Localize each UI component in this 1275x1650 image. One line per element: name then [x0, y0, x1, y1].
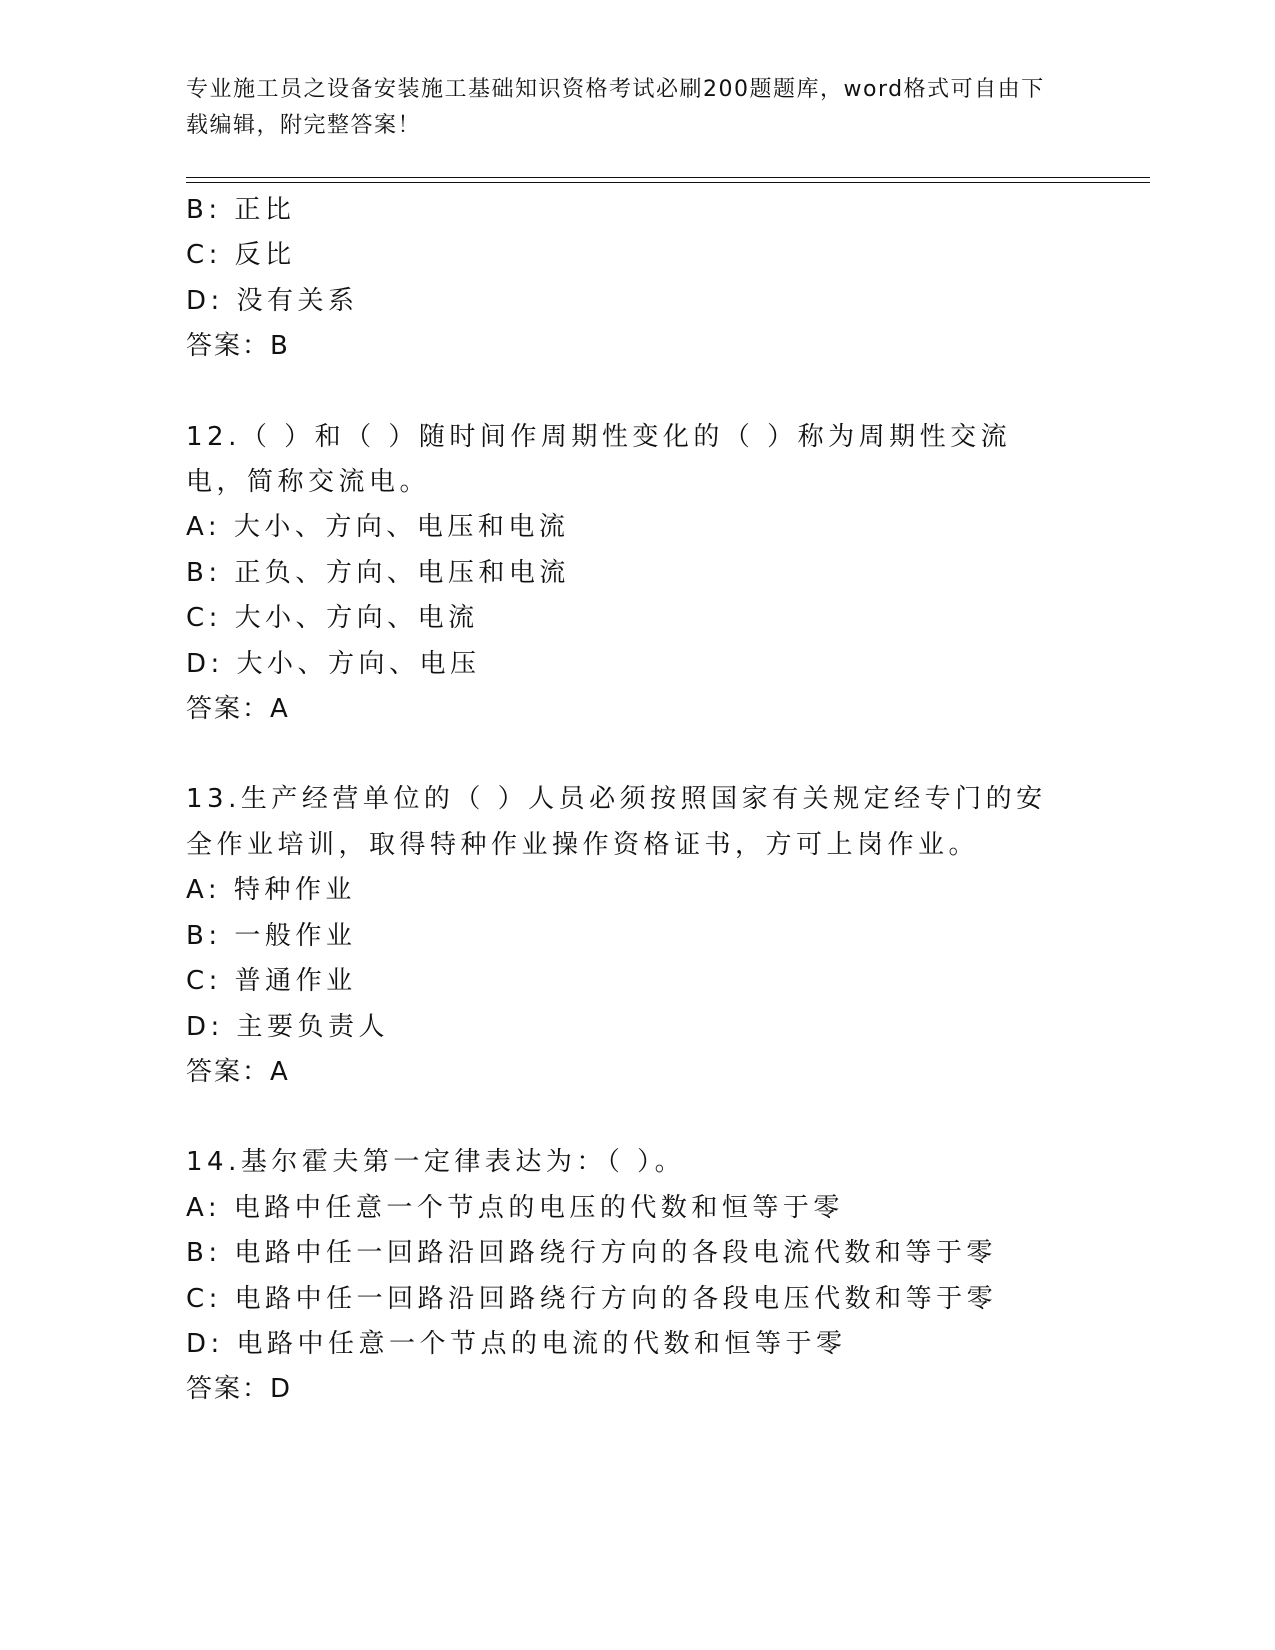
option-c: C: 电路中任一回路沿回路绕行方向的各段电压代数和等于零: [186, 1283, 998, 1314]
answer: 答案：D: [186, 1374, 293, 1405]
option-d: D: 电路中任意一个节点的电流的代数和恒等于零: [186, 1328, 847, 1359]
option-b: B: 一般作业: [186, 920, 357, 951]
header-title: 专业施工员之设备安装施工基础知识资格考试必刷200题题库，word格式可自由下载编辑，附完整答案！: [186, 77, 1045, 138]
option-c: C: 大小、方向、电流: [186, 603, 479, 634]
option-a: A: 特种作业: [186, 875, 356, 906]
option-d: D: 没有关系: [186, 285, 359, 316]
page-header: [186, 72, 1066, 144]
option-b: B: 电路中任一回路沿回路绕行方向的各段电流代数和等于零: [186, 1238, 997, 1269]
question-13: [186, 777, 1066, 1095]
question-stem: 13.生产经营单位的（ ）人员必须按照国家有关规定经专门的安全作业培训，取得特种作业操作资格证书，方可上岗作业。: [186, 784, 1047, 860]
question-stem: 14.基尔霍夫第一定律表达为：（ ）。: [186, 1147, 686, 1178]
question-stem: 12.（ ）和（ ）随时间作周期性变化的（ ）称为周期性交流电，简称交流电。: [186, 421, 1012, 498]
option-a: A: 电路中任意一个节点的电压的代数和恒等于零: [186, 1192, 844, 1223]
option-c: C: 普通作业: [186, 966, 357, 997]
answer: 答案：A: [186, 1056, 290, 1087]
question-list: [186, 188, 1066, 1413]
option-b: B: 正负、方向、电压和电流: [186, 557, 570, 588]
answer: 答案：B: [186, 331, 290, 362]
question-14: [186, 1140, 1066, 1412]
option-d: D: 主要负责人: [186, 1011, 390, 1042]
option-a: A: 大小、方向、电压和电流: [186, 512, 570, 543]
option-d: D: 大小、方向、电压: [186, 648, 481, 679]
question-12: [186, 415, 1066, 733]
option-c: C: 反比: [186, 240, 296, 271]
header-rule-bottom: [186, 182, 1150, 183]
option-b: B: 正比: [186, 195, 296, 225]
header-rule-top: [186, 177, 1150, 178]
question-11-continued: [186, 188, 1066, 370]
answer: 答案：A: [186, 694, 290, 725]
